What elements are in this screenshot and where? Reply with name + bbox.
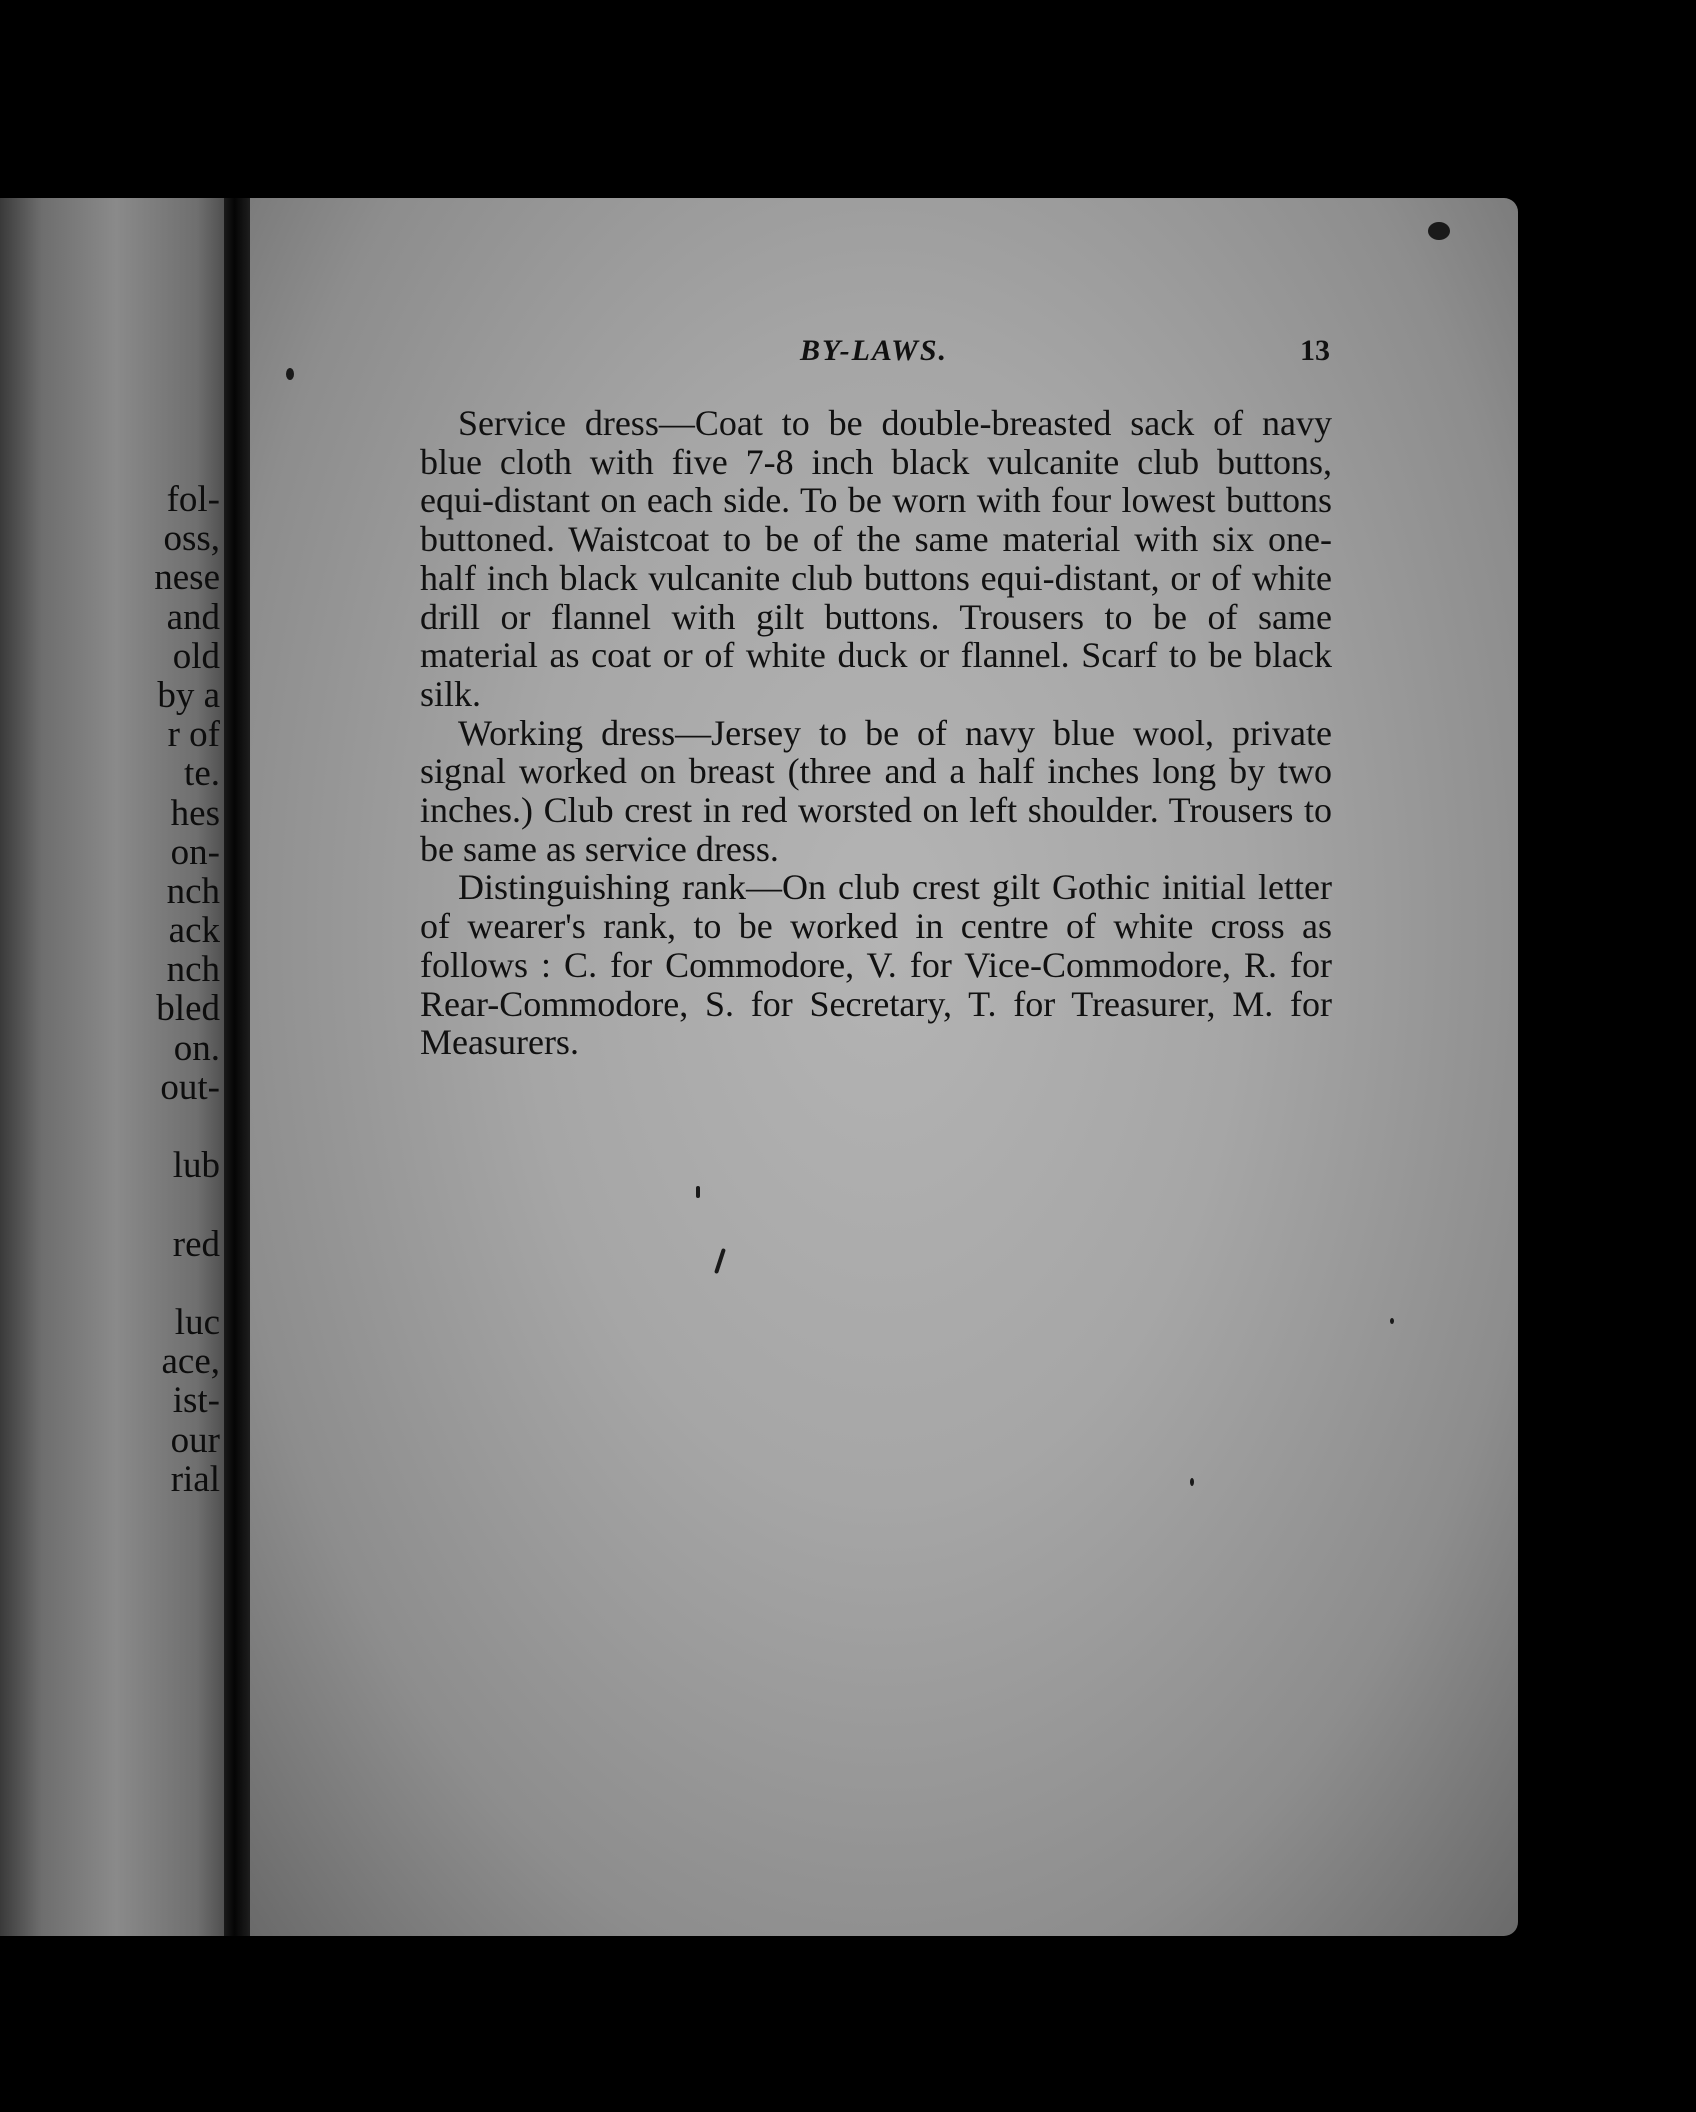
ink-speck xyxy=(714,1248,726,1274)
left-line: old xyxy=(172,635,220,677)
left-line: r of xyxy=(167,714,220,756)
running-header xyxy=(250,334,1518,374)
left-line: rial xyxy=(170,1458,220,1500)
paragraph-working-dress: Working dress—Jersey to be of navy blue wool, private signal worked on breast (three and a half inches long by two inches.) Club crest in red worsted on left shoulder. Trousers to be same as service dress. xyxy=(420,712,1332,869)
running-header-title: BY-LAWS. xyxy=(800,334,949,367)
left-line: lub xyxy=(172,1145,220,1187)
left-line: nese xyxy=(154,557,220,599)
ink-speck xyxy=(286,368,294,380)
book-gutter xyxy=(224,198,250,1936)
left-line: ist- xyxy=(172,1380,220,1422)
left-line: out- xyxy=(160,1066,220,1108)
left-line: luc xyxy=(174,1301,220,1343)
left-line: oss, xyxy=(163,518,220,560)
left-line: fol- xyxy=(166,479,220,520)
right-page xyxy=(250,198,1518,1936)
left-line xyxy=(154,1107,220,1146)
left-line: hes xyxy=(170,792,220,834)
left-line xyxy=(154,1185,220,1224)
left-line: nch xyxy=(166,870,220,912)
left-page-text-fragments xyxy=(154,480,220,1499)
ink-speck xyxy=(1428,222,1450,240)
left-line: on. xyxy=(173,1027,220,1069)
left-line: red xyxy=(172,1223,220,1265)
left-line: our xyxy=(170,1419,220,1461)
left-line xyxy=(154,1264,220,1303)
left-line: by a xyxy=(157,674,220,716)
left-line: on- xyxy=(170,831,220,873)
left-page xyxy=(0,198,232,1936)
paragraph-service-dress: Service dress—Coat to be double-breasted sack of navy blue cloth with five 7-8 inch black vulcanite club buttons, equi-distant on each side. To be worn with four lowest buttons buttoned. Waistcoat to be of the same material with six one-half inch black vulcanite club buttons equi-distant, or of white drill or flannel with gilt buttons. Trousers to be of same material as coat or of white duck or flannel. Scarf to be black silk. xyxy=(420,403,1332,714)
left-line: ace, xyxy=(161,1341,220,1383)
page-number: 13 xyxy=(1300,334,1330,367)
body-text xyxy=(420,404,1332,1062)
left-line: te. xyxy=(184,753,220,795)
left-line: ack xyxy=(168,910,220,952)
ink-speck xyxy=(696,1186,700,1198)
left-line: bled xyxy=(156,988,220,1030)
paragraph-distinguishing-rank: Distinguishing rank—On club crest gilt Gothic initial letter of wearer's rank, to be worked in centre of white cross as follows : C. for Commodore, V. for Vice-Commodore, R. for Rear-Commodore, S. for Secretary, T. for Treasurer, M. for Measurers. xyxy=(420,867,1332,1063)
ink-speck xyxy=(1190,1478,1194,1486)
left-line: and xyxy=(166,596,220,638)
left-line: nch xyxy=(166,949,220,991)
ink-speck xyxy=(1390,1318,1394,1324)
